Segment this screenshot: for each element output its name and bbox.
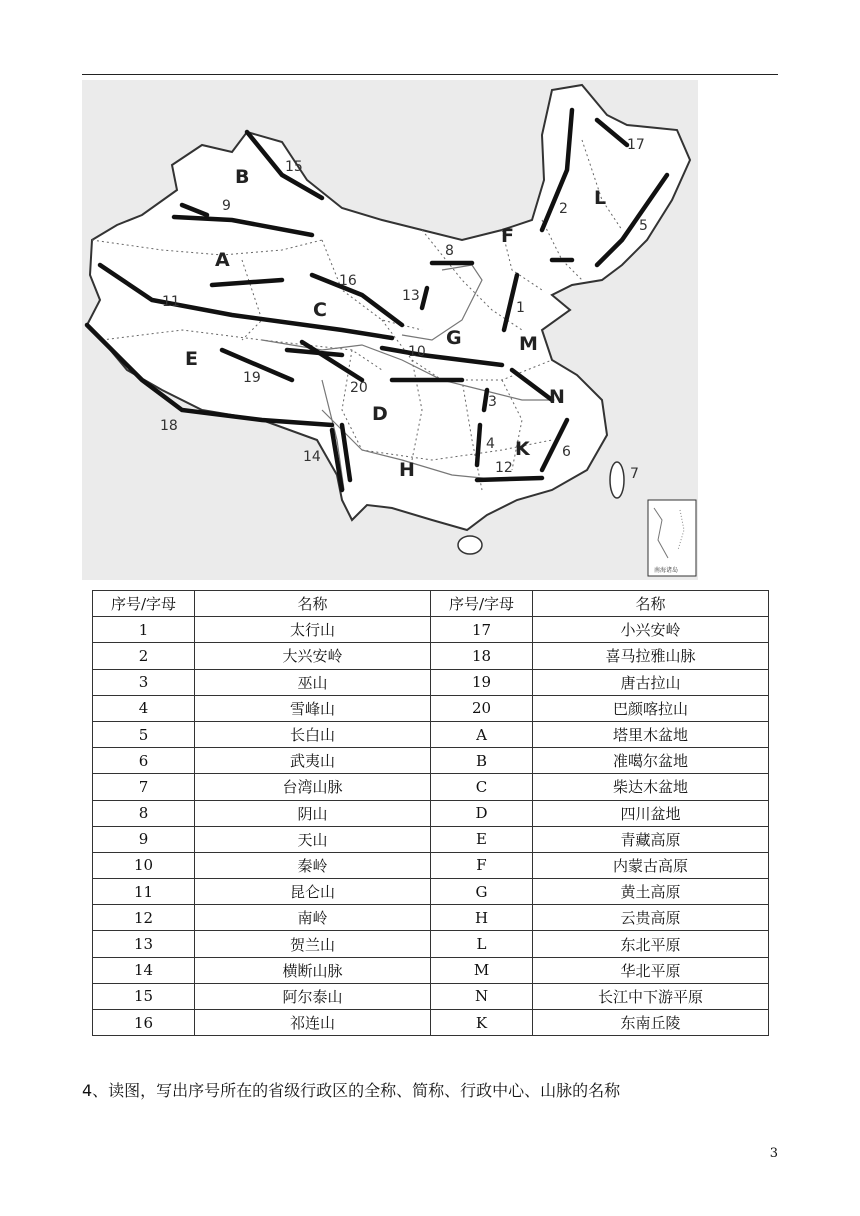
question-text: 4、读图，写出序号所在的省级行政区的全称、简称、行政中心、山脉的名称 <box>82 1081 621 1100</box>
row-index-right: A <box>431 721 533 747</box>
row-index-right: B <box>431 748 533 774</box>
row-name-left: 大兴安岭 <box>195 643 431 669</box>
row-name-left: 武夷山 <box>195 748 431 774</box>
row-name-left: 长白山 <box>195 721 431 747</box>
range-number-11: 11 <box>162 294 180 310</box>
range-number-12: 12 <box>495 460 513 476</box>
table-row <box>93 748 769 774</box>
range-number-7: 7 <box>630 466 639 482</box>
row-index-left: 12 <box>93 905 195 931</box>
table-row <box>93 826 769 852</box>
row-index-right: 20 <box>431 695 533 721</box>
row-name-left: 巫山 <box>195 669 431 695</box>
row-name-left: 祁连山 <box>195 1010 431 1036</box>
row-name-right: 小兴安岭 <box>533 617 769 643</box>
row-index-right: F <box>431 852 533 878</box>
row-name-left: 昆仑山 <box>195 879 431 905</box>
inset-label: 南海诸岛 <box>653 567 679 574</box>
table-row <box>93 1010 769 1036</box>
row-index-right: L <box>431 931 533 957</box>
row-name-left: 太行山 <box>195 617 431 643</box>
region-letter-L: L <box>594 187 607 209</box>
row-name-right: 东北平原 <box>533 931 769 957</box>
row-index-right: 19 <box>431 669 533 695</box>
region-letter-M: M <box>519 333 538 355</box>
range-number-9: 9 <box>222 198 231 214</box>
china-terrain-map <box>82 80 698 580</box>
range-number-6: 6 <box>562 444 571 460</box>
row-name-left: 天山 <box>195 826 431 852</box>
table-row <box>93 721 769 747</box>
row-name-right: 柴达木盆地 <box>533 774 769 800</box>
row-name-left: 横断山脉 <box>195 957 431 983</box>
range-number-17: 17 <box>627 137 645 153</box>
row-name-right: 青藏高原 <box>533 826 769 852</box>
row-name-right: 黄土高原 <box>533 879 769 905</box>
row-name-right: 内蒙古高原 <box>533 852 769 878</box>
row-index-left: 7 <box>93 774 195 800</box>
table-row <box>93 669 769 695</box>
header-name-right: 名称 <box>533 591 769 617</box>
row-name-right: 塔里木盆地 <box>533 721 769 747</box>
row-index-left: 10 <box>93 852 195 878</box>
row-name-left: 贺兰山 <box>195 931 431 957</box>
row-index-right: G <box>431 879 533 905</box>
range-number-2: 2 <box>559 201 568 217</box>
range-number-20: 20 <box>350 380 368 396</box>
table-row <box>93 879 769 905</box>
row-index-left: 11 <box>93 879 195 905</box>
table-row <box>93 774 769 800</box>
row-index-right: M <box>431 957 533 983</box>
row-index-left: 2 <box>93 643 195 669</box>
region-letter-H: H <box>399 459 415 481</box>
row-index-right: 17 <box>431 617 533 643</box>
table-row <box>93 957 769 983</box>
row-name-right: 东南丘陵 <box>533 1010 769 1036</box>
row-index-right: H <box>431 905 533 931</box>
range-number-19: 19 <box>243 370 261 386</box>
row-name-right: 准噶尔盆地 <box>533 748 769 774</box>
row-index-left: 16 <box>93 1010 195 1036</box>
row-index-right: C <box>431 774 533 800</box>
table-row <box>93 852 769 878</box>
range-number-13: 13 <box>402 288 420 304</box>
row-index-right: D <box>431 800 533 826</box>
row-index-left: 1 <box>93 617 195 643</box>
row-index-left: 5 <box>93 721 195 747</box>
table-row <box>93 931 769 957</box>
row-name-right: 华北平原 <box>533 957 769 983</box>
legend-header-row <box>93 591 769 617</box>
row-name-left: 阴山 <box>195 800 431 826</box>
row-index-left: 13 <box>93 931 195 957</box>
header-index-left: 序号/字母 <box>93 591 195 617</box>
page-number: 3 <box>769 1146 778 1161</box>
region-letter-F: F <box>501 225 514 247</box>
range-number-3: 3 <box>488 394 497 410</box>
table-row <box>93 643 769 669</box>
table-row <box>93 905 769 931</box>
row-name-right: 喜马拉雅山脉 <box>533 643 769 669</box>
row-name-right: 长江中下游平原 <box>533 983 769 1009</box>
range-number-5: 5 <box>639 218 648 234</box>
row-index-right: K <box>431 1010 533 1036</box>
row-name-left: 雪峰山 <box>195 695 431 721</box>
header-rule <box>82 74 778 75</box>
table-row <box>93 800 769 826</box>
row-name-right: 巴颜喀拉山 <box>533 695 769 721</box>
region-letter-N: N <box>549 386 565 408</box>
range-number-4: 4 <box>486 436 495 452</box>
table-row <box>93 983 769 1009</box>
row-name-right: 云贵高原 <box>533 905 769 931</box>
row-name-right: 四川盆地 <box>533 800 769 826</box>
range-number-16: 16 <box>339 273 357 289</box>
hainan-island <box>458 536 482 554</box>
row-name-right: 唐古拉山 <box>533 669 769 695</box>
row-name-left: 南岭 <box>195 905 431 931</box>
region-letter-G: G <box>446 327 462 349</box>
row-name-left: 阿尔泰山 <box>195 983 431 1009</box>
legend-table <box>92 590 769 1036</box>
range-number-1: 1 <box>516 300 525 316</box>
row-index-left: 6 <box>93 748 195 774</box>
row-name-left: 台湾山脉 <box>195 774 431 800</box>
row-index-left: 15 <box>93 983 195 1009</box>
taiwan-island <box>610 462 624 498</box>
row-index-left: 14 <box>93 957 195 983</box>
region-letter-A: A <box>215 249 230 271</box>
row-index-right: E <box>431 826 533 852</box>
row-index-right: N <box>431 983 533 1009</box>
region-letter-K: K <box>515 438 530 460</box>
range-number-18: 18 <box>160 418 178 434</box>
range-number-14: 14 <box>303 449 321 465</box>
table-row <box>93 617 769 643</box>
region-letter-E: E <box>185 348 198 370</box>
region-letter-D: D <box>372 403 388 425</box>
row-index-left: 4 <box>93 695 195 721</box>
row-index-right: 18 <box>431 643 533 669</box>
row-index-left: 9 <box>93 826 195 852</box>
south-china-sea-inset <box>648 500 696 576</box>
row-index-left: 3 <box>93 669 195 695</box>
range-number-8: 8 <box>445 243 454 259</box>
range-number-15: 15 <box>285 159 303 175</box>
row-index-left: 8 <box>93 800 195 826</box>
row-name-left: 秦岭 <box>195 852 431 878</box>
region-letter-B: B <box>235 166 250 188</box>
header-index-right: 序号/字母 <box>431 591 533 617</box>
table-row <box>93 695 769 721</box>
region-letter-C: C <box>313 299 327 321</box>
range-number-10: 10 <box>408 344 426 360</box>
header-name-left: 名称 <box>195 591 431 617</box>
